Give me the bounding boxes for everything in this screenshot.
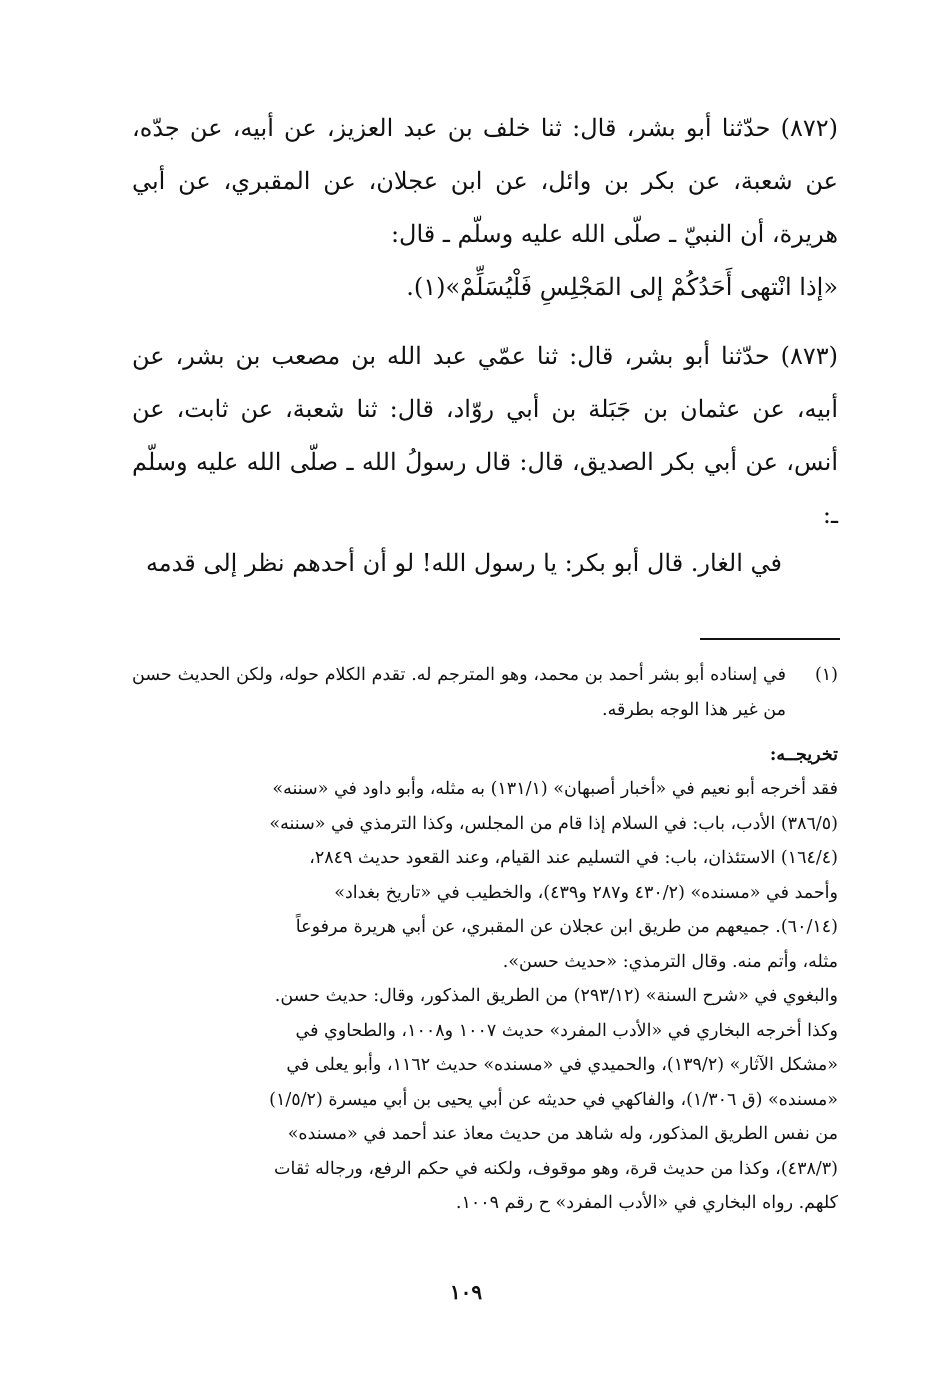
- page-number: ١٠٩: [449, 1280, 483, 1304]
- footnote-number: (١): [814, 665, 838, 685]
- takhrij-line: (٤٣٨/٣)، وكذا من حديث قرة، وهو موقوف، ولكنه في حكم الرفع، ورجاله ثقات: [274, 1158, 838, 1179]
- footnote-divider: [700, 638, 840, 640]
- takhrij-line: والبغوي في «شرح السنة» (٢٩٣/١٢) من الطريق المذكور، وقال: حديث حسن.: [274, 986, 838, 1006]
- takhrij-line: (٣٨٦/٥) الأدب، باب: في السلام إذا قام من المجلس، وكذا الترمذي في «سننه»: [269, 813, 838, 834]
- takhrij-line: وكذا أخرجه البخاري في «الأدب المفرد» حديث ١٠٠٧ و١٠٠٨، والطحاوي في: [295, 1020, 838, 1041]
- takhrij-line: فقد أخرجه أبو نعيم في «أخبار أصبهان» (١٣١/١) به مثله، وأبو داود في «سننه»: [272, 779, 838, 799]
- takhrij-line: «مسنده» (ق ١/٣٠٦)، والفاكهي في حديثه عن أبي يحيى بن أبي ميسرة (١/٥/٢): [269, 1089, 838, 1110]
- takhrij-line: وأحمد في «مسنده» (٤٣٠/٢ و٢٨٧ و٤٣٩)، والخطيب في «تاريخ بغداد»: [334, 882, 838, 903]
- hadith-872-chain: (٨٧٢) حدّثنا أبو بشر، قال: ثنا خلف بن عبد العزيز، عن أبيه، عن جدّه، عن شعبة، عن بكر بن وائل، عن ابن عجلان، عن المقبري، عن أبي هريرة، أن النبيّ ـ صلّى الله عليه وسلّم ـ قال:: [132, 114, 838, 248]
- takhrij-line: كلهم. رواه البخاري في «الأدب المفرد» ح رقم ١٠٠٩.: [455, 1193, 838, 1213]
- takhrij-body: [132, 772, 838, 1221]
- takhrij-line: (١٦٤/٤) الاستئذان، باب: في التسليم عند القيام، وعند القعود حديث ٢٨٤٩،: [309, 848, 838, 868]
- ghar-line: في الغار. قال أبو بكر: يا رسول الله! لو أن أحدهم نظر إلى قدمه: [145, 549, 782, 577]
- takhrij-heading: تخريجــه:: [769, 745, 838, 765]
- takhrij-line: مثله، وأتم منه. وقال الترمذي: «حديث حسن».: [502, 951, 838, 972]
- hadith-872: [132, 102, 838, 314]
- hadith-872-quote: «إذا انْتهى أَحَدُكُمْ إلى المَجْلِسِ فَلْيُسَلِّمْ»(١).: [406, 273, 838, 301]
- takhrij-line: (٦٠/١٤). جميعهم من طريق ابن عجلان عن المقبري، عن أبي هريرة مرفوعاً: [295, 917, 838, 937]
- hadith-873: (٨٧٣) حدّثنا أبو بشر، قال: ثنا عمّي عبد الله بن مصعب بن بشر، عن أبيه، عن عثمان بن جَبَلة بن أبي روّاد، قال: ثنا شعبة، عن ثابت، عن أنس، عن أبي بكر الصديق، قال: قال رسولُ الله ـ صلّى الله عليه وسلّم ـ:: [132, 342, 838, 529]
- footnote-1: [132, 658, 838, 727]
- takhrij-line: «مشكل الآثار» (١٣٩/٢)، والحميدي في «مسنده» حديث ١١٦٢، وأبو يعلى في: [286, 1055, 838, 1075]
- takhrij-line: من نفس الطريق المذكور، وله شاهد من حديث معاذ عند أحمد في «مسنده»: [287, 1124, 838, 1144]
- footnote-text: في إسناده أبو بشر أحمد بن محمد، وهو المترجم له. تقدم الكلام حوله، ولكن الحديث حسن من غير هذا الوجه بطرقه.: [132, 665, 786, 720]
